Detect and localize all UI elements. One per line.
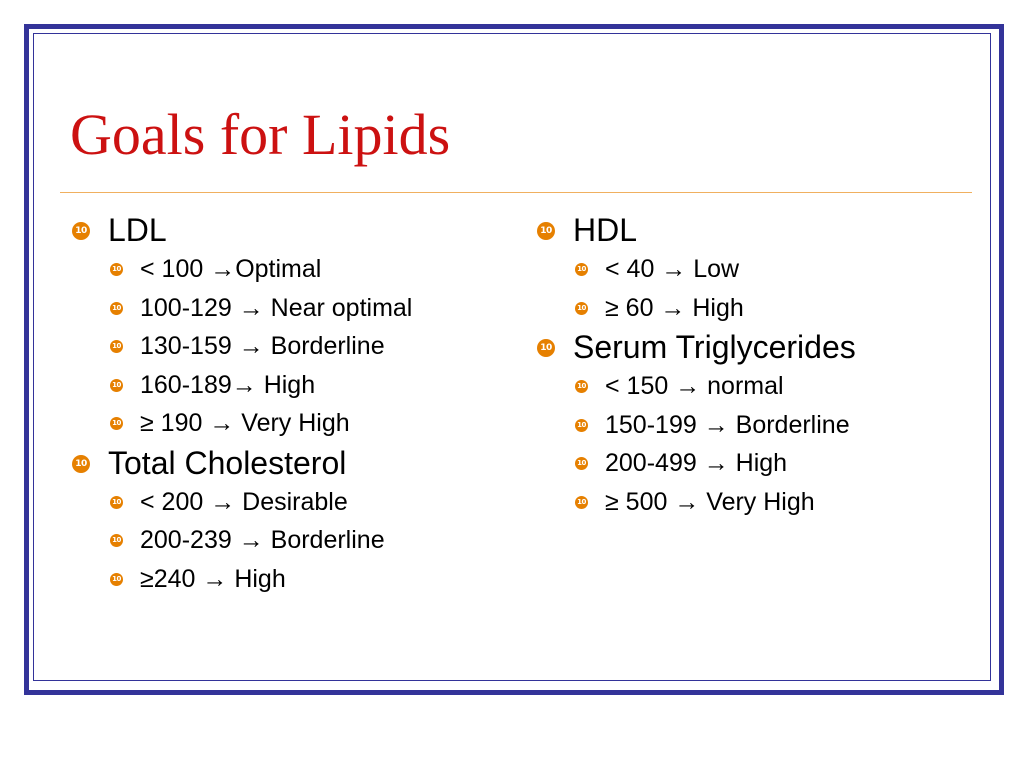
sub-bullet bbox=[535, 367, 975, 406]
numbered-bullet-icon: 10 bbox=[575, 457, 588, 470]
sub-bullet bbox=[70, 404, 510, 443]
numbered-bullet-icon: 10 bbox=[110, 302, 123, 315]
numbered-bullet-icon: 10 bbox=[110, 573, 123, 586]
numbered-bullet-icon: 10 bbox=[110, 496, 123, 509]
sub-bullet-text: < 150 → normal bbox=[605, 372, 784, 400]
bullet-heading: HDL bbox=[573, 212, 638, 248]
sub-bullet-text: < 200 → Desirable bbox=[140, 487, 348, 516]
numbered-bullet-icon: 10 bbox=[575, 419, 588, 432]
hdl-sublist bbox=[535, 250, 975, 327]
numbered-bullet-icon: 10 bbox=[72, 455, 90, 473]
sub-bullet bbox=[70, 289, 510, 328]
triglycerides-sublist bbox=[535, 367, 975, 521]
sub-bullet-text: ≥ 500 → Very High bbox=[605, 487, 815, 516]
left-column bbox=[70, 210, 510, 598]
ldl-sublist bbox=[70, 250, 510, 443]
sub-bullet-text: ≥ 190 → Very High bbox=[140, 409, 350, 437]
numbered-bullet-icon: 10 bbox=[110, 263, 123, 276]
bullet-heading: Serum Triglycerides bbox=[573, 329, 856, 365]
sub-bullet-text: 150-199 → Borderline bbox=[605, 410, 850, 439]
sub-bullet bbox=[70, 521, 510, 560]
sub-bullet bbox=[535, 444, 975, 483]
numbered-bullet-icon: 10 bbox=[575, 302, 588, 315]
numbered-bullet-icon: 10 bbox=[110, 534, 123, 547]
sub-bullet bbox=[70, 366, 510, 405]
sub-bullet-text: 160-189→ High bbox=[140, 370, 316, 399]
sub-bullet bbox=[535, 406, 975, 445]
bullet-ldl bbox=[70, 210, 510, 443]
sub-bullet-text: ≥ 60 → High bbox=[605, 293, 744, 322]
sub-bullet bbox=[535, 289, 975, 328]
numbered-bullet-icon: 10 bbox=[575, 496, 588, 509]
title-divider bbox=[60, 192, 972, 193]
sub-bullet bbox=[535, 250, 975, 289]
numbered-bullet-icon: 10 bbox=[575, 380, 588, 393]
bullet-hdl bbox=[535, 210, 975, 327]
numbered-bullet-icon: 10 bbox=[537, 339, 555, 357]
numbered-bullet-icon: 10 bbox=[537, 222, 555, 240]
numbered-bullet-icon: 10 bbox=[575, 263, 588, 276]
numbered-bullet-icon: 10 bbox=[72, 222, 90, 240]
sub-bullet-text: < 100 →Optimal bbox=[140, 255, 322, 283]
slide-title: Goals for Lipids bbox=[70, 102, 451, 167]
sub-bullet-text: ≥240 → High bbox=[140, 564, 286, 593]
sub-bullet-text: 100-129 → Near optimal bbox=[140, 293, 413, 322]
numbered-bullet-icon: 10 bbox=[110, 340, 123, 353]
bullet-heading: LDL bbox=[108, 212, 167, 248]
sub-bullet-text: 130-159 → Borderline bbox=[140, 332, 385, 360]
bullet-serum-triglycerides bbox=[535, 327, 975, 521]
sub-bullet-text: < 40 → Low bbox=[605, 255, 740, 283]
sub-bullet bbox=[70, 560, 510, 599]
sub-bullet bbox=[70, 327, 510, 366]
sub-bullet bbox=[535, 483, 975, 522]
right-column bbox=[535, 210, 975, 521]
bullet-total-cholesterol bbox=[70, 443, 510, 599]
bullet-heading: Total Cholesterol bbox=[108, 444, 347, 481]
sub-bullet bbox=[70, 250, 510, 289]
sub-bullet-text: 200-499 → High bbox=[605, 449, 788, 477]
sub-bullet-text: 200-239 → Borderline bbox=[140, 526, 385, 554]
numbered-bullet-icon: 10 bbox=[110, 417, 123, 430]
numbered-bullet-icon: 10 bbox=[110, 379, 123, 392]
total-cholesterol-sublist bbox=[70, 483, 510, 599]
sub-bullet bbox=[70, 483, 510, 522]
